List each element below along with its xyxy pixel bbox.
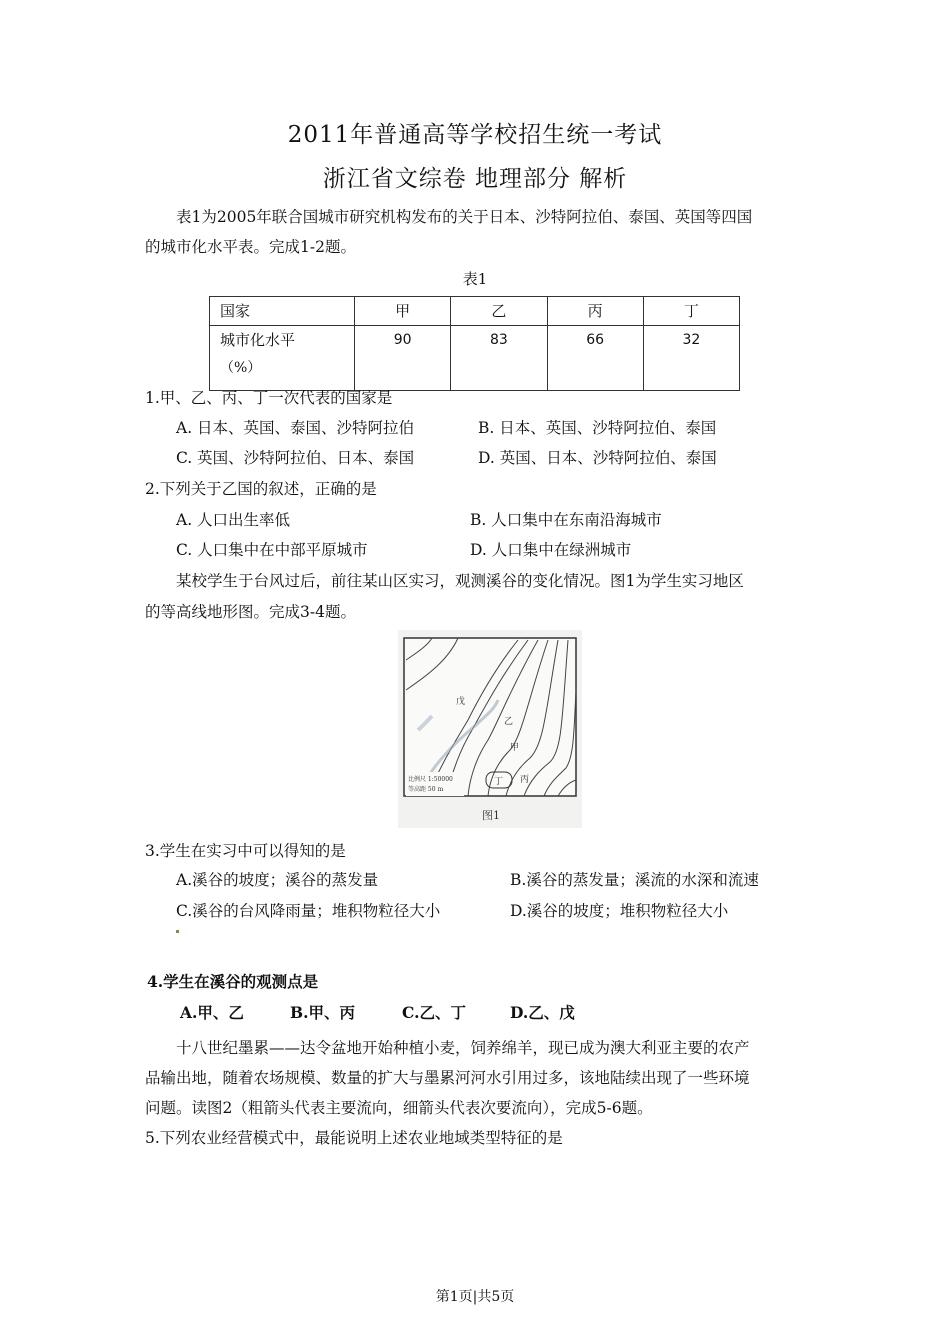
intro3-line2: 品输出地，随着农场规模、数量的扩大与墨累河河水引用过多，该地陆续出现了一些环境 [145, 1069, 750, 1087]
intro2-line1: 某校学生于台风过后，前往某山区实习，观测溪谷的变化情况。图1为学生实习地区 [176, 572, 744, 590]
table-cell-ding: 32 [643, 326, 739, 391]
q3-stem: 3.学生在实习中可以得知的是 [145, 842, 346, 860]
q4-option-c: C.乙、丁 [402, 1003, 466, 1022]
map-scale: 比例尺 1:50000 [408, 776, 453, 783]
table-row-label [210, 326, 355, 391]
q3-option-a: A.溪谷的坡度；溪谷的蒸发量 [176, 871, 379, 889]
intro3-line3: 问题。读图2（粗箭头代表主要流向，细箭头代表次要流向），完成5-6题。 [145, 1099, 653, 1117]
table-row-label-2: （%） [220, 360, 262, 376]
map-interval: 等高距 50 m [408, 786, 444, 793]
map-label-ding: 丁 [494, 777, 504, 787]
table-col-bing: 丙 [547, 297, 643, 326]
q1-option-d: D. 英国、日本、沙特阿拉伯、泰国 [478, 449, 717, 467]
map-label-bing: 丙 [520, 775, 530, 785]
q3-option-b: B.溪谷的蒸发量；溪流的水深和流速 [510, 871, 759, 889]
map-label-wu: 戊 [456, 697, 466, 707]
page-footer: 第1页|共5页 [435, 1289, 515, 1305]
q2-stem: 2.下列关于乙国的叙述，正确的是 [145, 480, 377, 498]
q2-option-c: C. 人口集中在中部平原城市 [176, 541, 368, 559]
map-label-jia: 甲 [510, 743, 520, 753]
q4-option-a: A.甲、乙 [180, 1003, 244, 1022]
contour-map-image [398, 630, 582, 828]
intro1-line1: 表1为2005年联合国城市研究机构发布的关于日本、沙特阿拉伯、泰国、英国等四国 [176, 208, 753, 226]
q3-option-c: C.溪谷的台风降雨量；堆积物粒径大小 [176, 902, 441, 920]
table-row-label-1: 城市化水平 [220, 331, 296, 349]
figure1-caption: 图1 [482, 809, 500, 822]
q4-stem: 4.学生在溪谷的观测点是 [147, 972, 319, 991]
q1-option-b: B. 日本、英国、沙特阿拉伯、泰国 [478, 419, 717, 437]
intro1-line2: 的城市化水平表。完成1-2题。 [145, 238, 356, 256]
table-cell-jia: 90 [355, 326, 451, 391]
table-col-jia: 甲 [355, 297, 451, 326]
stray-mark [176, 930, 179, 933]
map-label-yi: 乙 [504, 717, 514, 727]
q5-stem: 5.下列农业经营模式中，最能说明上述农业地域类型特征的是 [145, 1129, 563, 1147]
intro2-line2: 的等高线地形图。完成3-4题。 [145, 603, 356, 621]
q2-option-b: B. 人口集中在东南沿海城市 [470, 511, 662, 529]
q3-option-d: D.溪谷的坡度；堆积物粒径大小 [510, 902, 729, 920]
q1-option-a: A. 日本、英国、泰国、沙特阿拉伯 [176, 419, 415, 437]
intro3-line1: 十八世纪墨累——达令盆地开始种植小麦，饲养绵羊，现已成为澳大利亚主要的农产 [176, 1039, 750, 1057]
q2-option-a: A. 人口出生率低 [176, 511, 291, 529]
table-header-country: 国家 [210, 297, 355, 326]
table1-caption: 表1 [462, 270, 488, 288]
q1-option-c: C. 英国、沙特阿拉伯、日本、泰国 [176, 449, 415, 467]
table-col-ding: 丁 [643, 297, 739, 326]
table-col-yi: 乙 [451, 297, 547, 326]
title-line2: 浙江省文综卷 地理部分 解析 [322, 166, 628, 192]
contour-map-figure [398, 630, 582, 828]
table-cell-bing: 66 [547, 326, 643, 391]
urbanization-table [209, 296, 740, 391]
title-line1: 2011年普通高等学校招生统一考试 [287, 122, 663, 148]
table-cell-yi: 83 [451, 326, 547, 391]
q2-option-d: D. 人口集中在绿洲城市 [470, 541, 632, 559]
q4-option-b: B.甲、丙 [290, 1003, 355, 1022]
q1-stem: 1.甲、乙、丙、丁一次代表的国家是 [145, 389, 393, 407]
q4-option-d: D.乙、戊 [510, 1003, 575, 1022]
